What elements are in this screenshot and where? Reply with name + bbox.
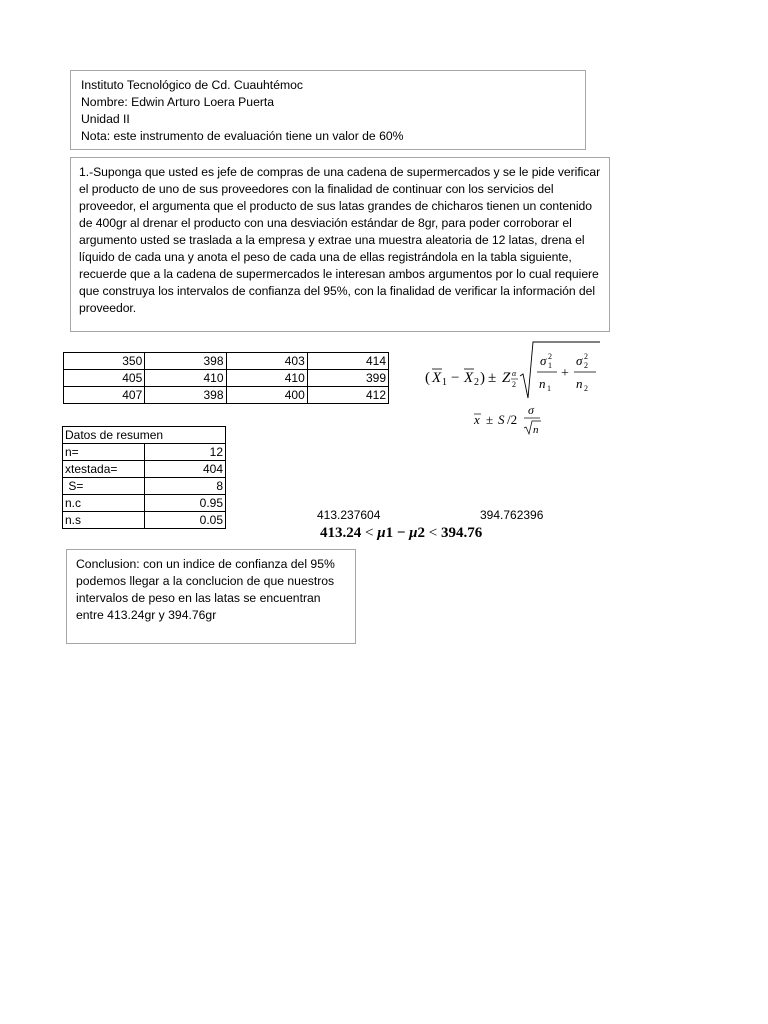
conclusion-box — [66, 549, 356, 644]
table-cell: 350 — [64, 353, 145, 370]
svg-text:1: 1 — [547, 384, 551, 393]
formula-area — [420, 332, 620, 442]
svg-text:2: 2 — [474, 377, 479, 388]
header-box — [70, 70, 586, 150]
svg-text:2: 2 — [584, 384, 588, 393]
svg-text:σ: σ — [540, 353, 547, 368]
summary-label: S= — [63, 478, 145, 495]
institute-name: Instituto Tecnológico de Cd. Cuauhtémoc — [81, 78, 303, 92]
table-cell: 412 — [307, 387, 388, 404]
svg-text:σ: σ — [528, 403, 534, 417]
table-cell: 398 — [145, 387, 226, 404]
table-row — [64, 387, 389, 404]
svg-text:X: X — [432, 370, 442, 386]
svg-text:±: ± — [488, 370, 497, 386]
svg-text:(: ( — [425, 370, 430, 386]
svg-text:α: α — [512, 369, 517, 378]
table-cell: 403 — [226, 353, 307, 370]
table-row — [63, 478, 226, 495]
svg-text:2: 2 — [584, 352, 588, 361]
svg-text:Z: Z — [502, 370, 511, 386]
interval-right-value: 394.76 — [440, 525, 483, 541]
svg-text:±: ± — [486, 412, 494, 427]
summary-label: n.c — [63, 495, 145, 512]
svg-text:X: X — [464, 370, 474, 386]
table-row — [64, 370, 389, 387]
table-row — [63, 461, 226, 478]
summary-value: 404 — [144, 461, 225, 478]
interval-left-value: 413.24 — [320, 525, 362, 541]
summary-value: 12 — [144, 444, 225, 461]
svg-text:1: 1 — [548, 361, 552, 370]
table-row — [64, 353, 389, 370]
table-cell: 410 — [226, 370, 307, 387]
lower-limit-value: 394.762396 — [480, 508, 544, 522]
svg-text:σ: σ — [576, 353, 583, 368]
table-cell: 398 — [145, 353, 226, 370]
evaluation-note: Nota: este instrumento de evaluación tiene un valor de 60% — [81, 129, 404, 143]
problem-statement: 1.-Suponga que usted es jefe de compras de una cadena de supermercados y se le pide verificar el producto de uno de sus proveedores con la finalidad de continuar con los servicios del proveedor, el argumenta que el producto de sus latas grandes de chicharos tienen un contenido de 400gr al drenar el producto con una desviación estándar de 8gr, para poder corroborar el argumento usted se traslada a la empresa y extrae una muestra aleatoria de 12 latas, drena el líquido de cada una y anota el peso de cada una de ellas registrándola en la tabla siguiente, recuerde que a la cadena de supermercados le interesan ambos argumentos por lo cual requiere que construya los intervalos de confianza del 95%, con la finalidad de verificar la información del proveedor. — [79, 165, 601, 315]
svg-text:x: x — [474, 412, 480, 427]
svg-text:+: + — [561, 366, 569, 381]
svg-text:n: n — [576, 376, 583, 391]
upper-limit-value: 413.237604 — [317, 508, 381, 522]
unit-label: Unidad II — [81, 112, 130, 126]
summary-value: 8 — [144, 478, 225, 495]
table-row — [63, 427, 226, 444]
table-cell: 400 — [226, 387, 307, 404]
summary-title: Datos de resumen — [63, 427, 226, 444]
table-cell: 414 — [307, 353, 388, 370]
student-name: Nombre: Edwin Arturo Loera Puerta — [81, 95, 275, 109]
table-row — [63, 444, 226, 461]
summary-label: n.s — [63, 512, 145, 529]
svg-text:−: − — [451, 370, 460, 386]
svg-text:/2: /2 — [507, 412, 518, 427]
svg-text:S: S — [498, 412, 505, 427]
summary-value: 0.05 — [144, 512, 225, 529]
confidence-interval-formula — [420, 332, 620, 442]
svg-text:1: 1 — [442, 377, 447, 388]
summary-table — [62, 426, 226, 529]
svg-text:2: 2 — [548, 352, 552, 361]
sample-data-table — [63, 352, 389, 404]
interval-expression: 413.24 < μ1 − μ2 < 394.76 — [320, 525, 483, 541]
svg-text:n: n — [539, 376, 546, 391]
table-row — [63, 495, 226, 512]
table-row — [63, 512, 226, 529]
table-cell: 399 — [307, 370, 388, 387]
svg-text:): ) — [480, 370, 485, 386]
summary-label: n= — [63, 444, 145, 461]
problem-box — [70, 157, 610, 332]
conclusion-text: Conclusion: con un indice de confianza del 95% podemos llegar a la conclucion de que nuestros intervalos de peso en las latas se encuentran entre 413.24gr y 394.76gr — [76, 557, 335, 622]
summary-label: xtestada= — [63, 461, 145, 478]
table-cell: 410 — [145, 370, 226, 387]
svg-text:n: n — [533, 424, 539, 436]
table-cell: 405 — [64, 370, 145, 387]
svg-text:2: 2 — [584, 361, 588, 370]
table-cell: 407 — [64, 387, 145, 404]
summary-value: 0.95 — [144, 495, 225, 512]
svg-text:2: 2 — [512, 380, 516, 389]
